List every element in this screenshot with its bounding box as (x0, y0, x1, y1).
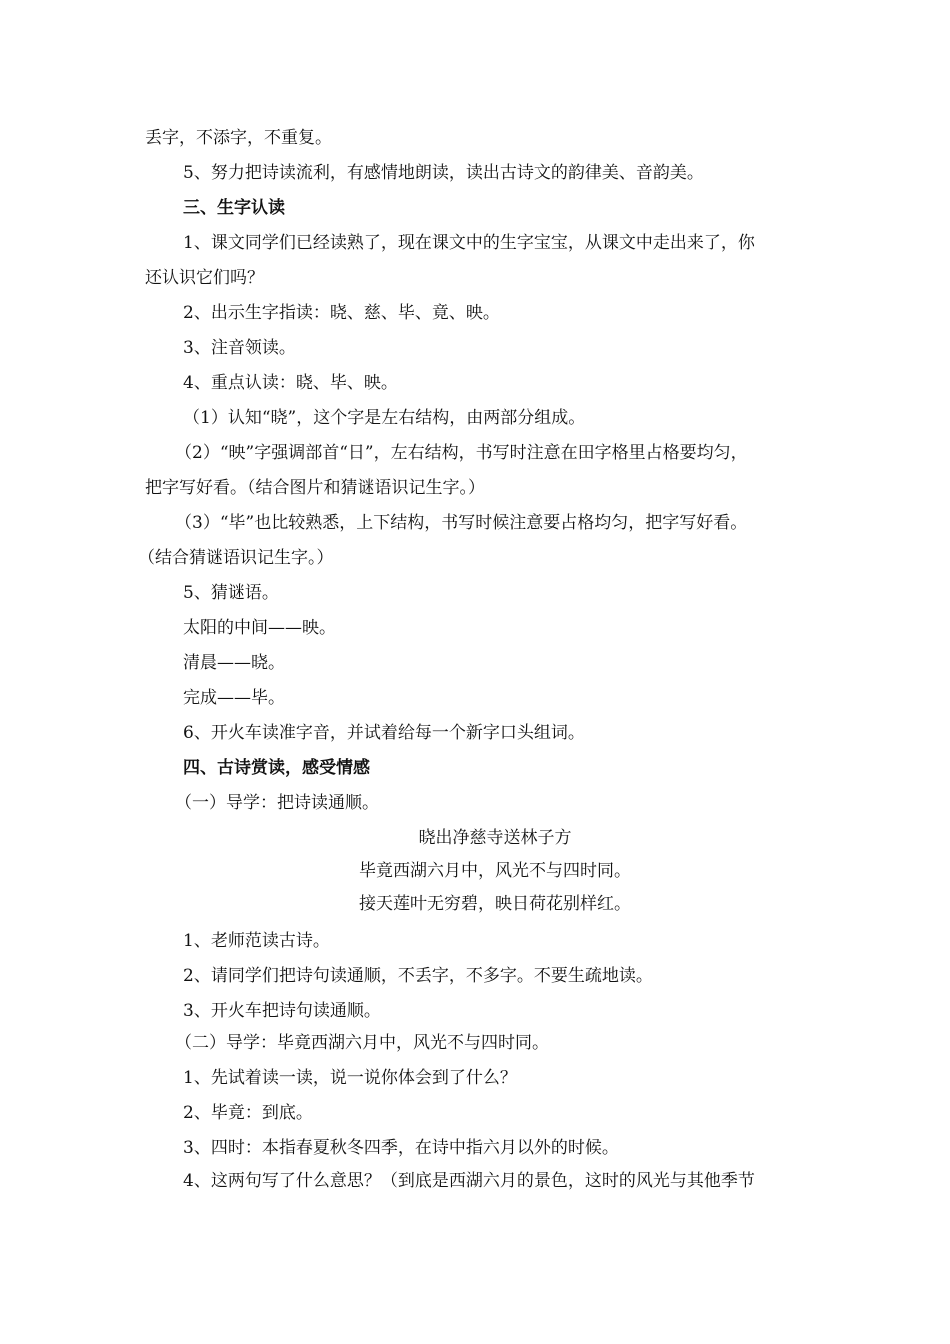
text-line: 4、重点认读：晓、毕、映。 (183, 373, 398, 393)
text-line: （1）认知“晓”，这个字是左右结构，由两部分组成。 (183, 408, 586, 428)
text-line: 3、注音领读。 (183, 338, 296, 358)
text-line: 2、出示生字指读：晓、慈、毕、竟、映。 (183, 303, 500, 323)
text-line: （一）导学：把诗读通顺。 (175, 793, 379, 813)
text-line: 把字写好看。（结合图片和猜谜语识记生字。） (145, 478, 485, 498)
text-line: 清晨——晓。 (183, 653, 285, 673)
text-line: 丢字，不添字，不重复。 (145, 128, 332, 148)
text-line: 还认识它们吗？ (145, 268, 264, 288)
text-line: 2、毕竟：到底。 (183, 1103, 313, 1123)
poem-line: 接天莲叶无穷碧，映日荷花别样红。 (359, 894, 631, 914)
text-line: （2）“映”字强调部首“日”，左右结构，书写时注意在田字格里占格要均匀， (175, 443, 748, 463)
text-line: 6、开火车读准字音，并试着给每一个新字口头组词。 (183, 723, 585, 743)
text-line: 1、先试着读一读，说一说你体会到了什么？ (183, 1068, 517, 1088)
text-line: （二）导学：毕竟西湖六月中，风光不与四时同。 (175, 1033, 549, 1053)
text-line: 1、课文同学们已经读熟了，现在课文中的生字宝宝，从课文中走出来了，你 (183, 233, 755, 253)
text-line: 5、猜谜语。 (183, 583, 279, 603)
text-line: （3）“毕”也比较熟悉，上下结构，书写时候注意要占格均匀，把字写好看。 (175, 513, 748, 533)
text-line: 2、请同学们把诗句读通顺，不丢字，不多字。不要生疏地读。 (183, 966, 653, 986)
poem-title: 晓出净慈寺送林子方 (418, 828, 572, 848)
section-heading: 三、生字认读 (183, 198, 285, 218)
text-line: 1、老师范读古诗。 (183, 931, 330, 951)
text-line: 3、四时：本指春夏秋冬四季，在诗中指六月以外的时候。 (183, 1138, 619, 1158)
poem-line: 毕竟西湖六月中，风光不与四时同。 (359, 861, 631, 881)
text-line: 太阳的中间——映。 (183, 618, 336, 638)
text-line: 4、这两句写了什么意思？（到底是西湖六月的景色，这时的风光与其他季节 (183, 1171, 755, 1191)
text-line: （结合猜谜语识记生字。） (138, 548, 334, 568)
section-heading: 四、古诗赏读，感受情感 (183, 758, 370, 778)
text-line: 5、努力把诗读流利，有感情地朗读，读出古诗文的韵律美、音韵美。 (183, 163, 704, 183)
text-line: 完成——毕。 (183, 688, 285, 708)
text-line: 3、开火车把诗句读通顺。 (183, 1001, 381, 1021)
